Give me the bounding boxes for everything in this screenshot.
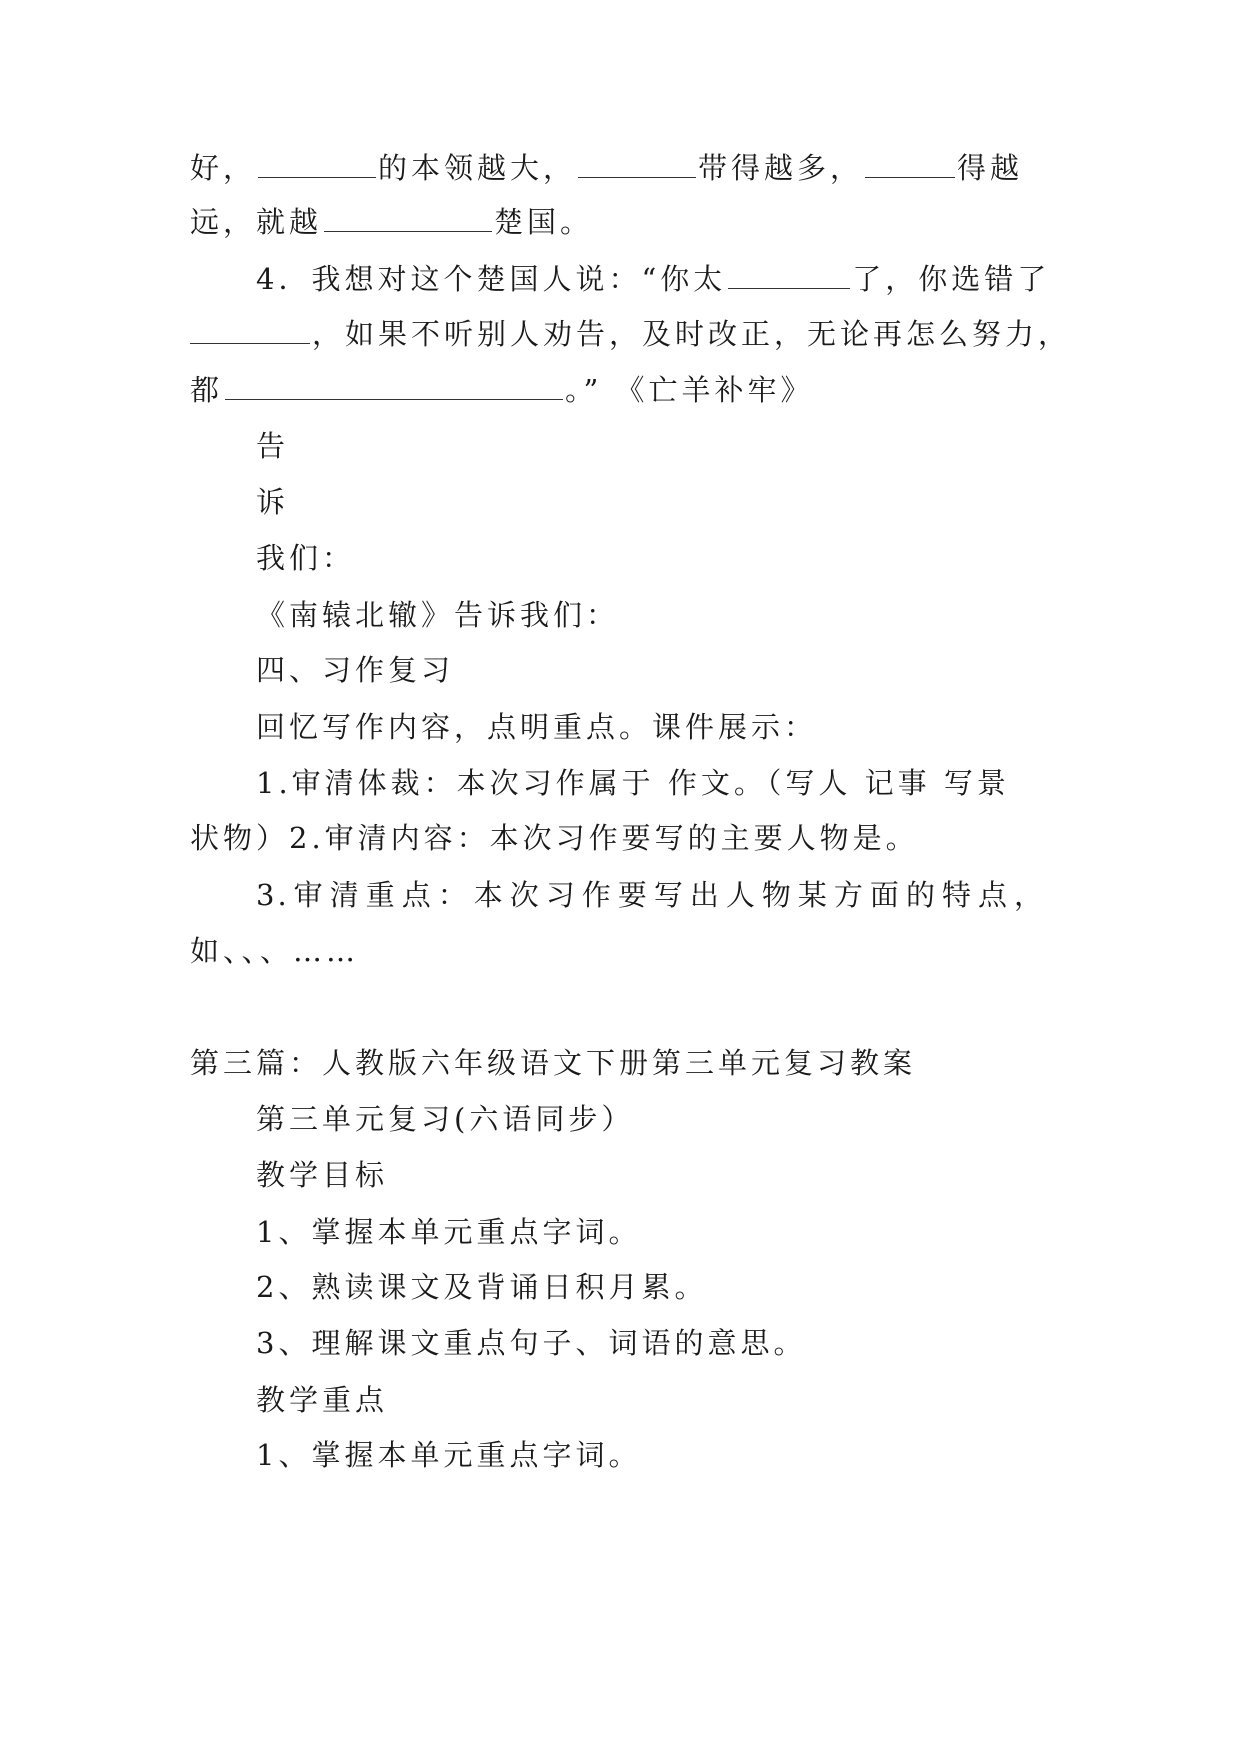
text-line [190,202,593,242]
text-line: 我们： [256,541,356,575]
text-segment: 都 [190,373,224,407]
fill-blank [258,151,376,178]
fill-blank [578,151,696,178]
text-segment: 。” 《亡羊补牢》 [565,373,814,407]
text-line [190,314,1071,354]
text-line [190,148,1023,188]
goal-item: 2、熟读课文及背诵日积月累。 [256,1270,708,1304]
document-title: 第三篇：人教版六年级语文下册第三单元复习教案 [190,1046,917,1080]
text-line: 告 [256,429,290,463]
text-segment: 了，你选错了 [852,262,1051,296]
text-line [190,370,814,410]
key-item: 1、掌握本单元重点字词。 [256,1438,642,1472]
text-line: 1.审清体裁：本次习作属于 作文。（写人 记事 写景 [256,766,1010,800]
fill-blank [728,262,850,289]
text-segment: 带得越多， [698,151,864,185]
goal-item: 3、理解课文重点句子、词语的意思。 [256,1326,807,1360]
text-line: 回忆写作内容，点明重点。课件展示： [256,710,818,744]
text-line [256,259,1050,299]
text-line: 状物）2.审清内容：本次习作要写的主要人物是。 [190,821,919,855]
text-line: 《南辕北辙》告诉我们： [256,598,620,632]
text-line: 如、、、…… [190,934,360,968]
text-segment: 得越 [957,151,1024,185]
fill-blank [190,317,310,344]
text-segment: 远，就越 [190,205,323,239]
fill-blank [225,373,563,400]
goal-item: 1、掌握本单元重点字词。 [256,1215,642,1249]
text-line: 3.审清重点：本次习作要写出人物某方面的特点， [256,878,1046,912]
text-segment: 的本领越大， [378,151,577,185]
fill-blank [324,205,492,232]
fill-blank [865,151,955,178]
text-segment: 好， [190,151,257,185]
key-heading: 教学重点 [256,1383,389,1417]
goals-heading: 教学目标 [256,1158,389,1192]
document-subtitle: 第三单元复习(六语同步） [256,1102,635,1136]
text-line: 诉 [256,485,290,519]
section-heading: 四、习作复习 [256,653,455,687]
text-segment: 楚国。 [494,205,594,239]
text-segment: ，如果不听别人劝告，及时改正，无论再怎么努力， [312,317,1072,351]
text-segment: 4．我想对这个楚国人说：“你太 [256,262,727,296]
